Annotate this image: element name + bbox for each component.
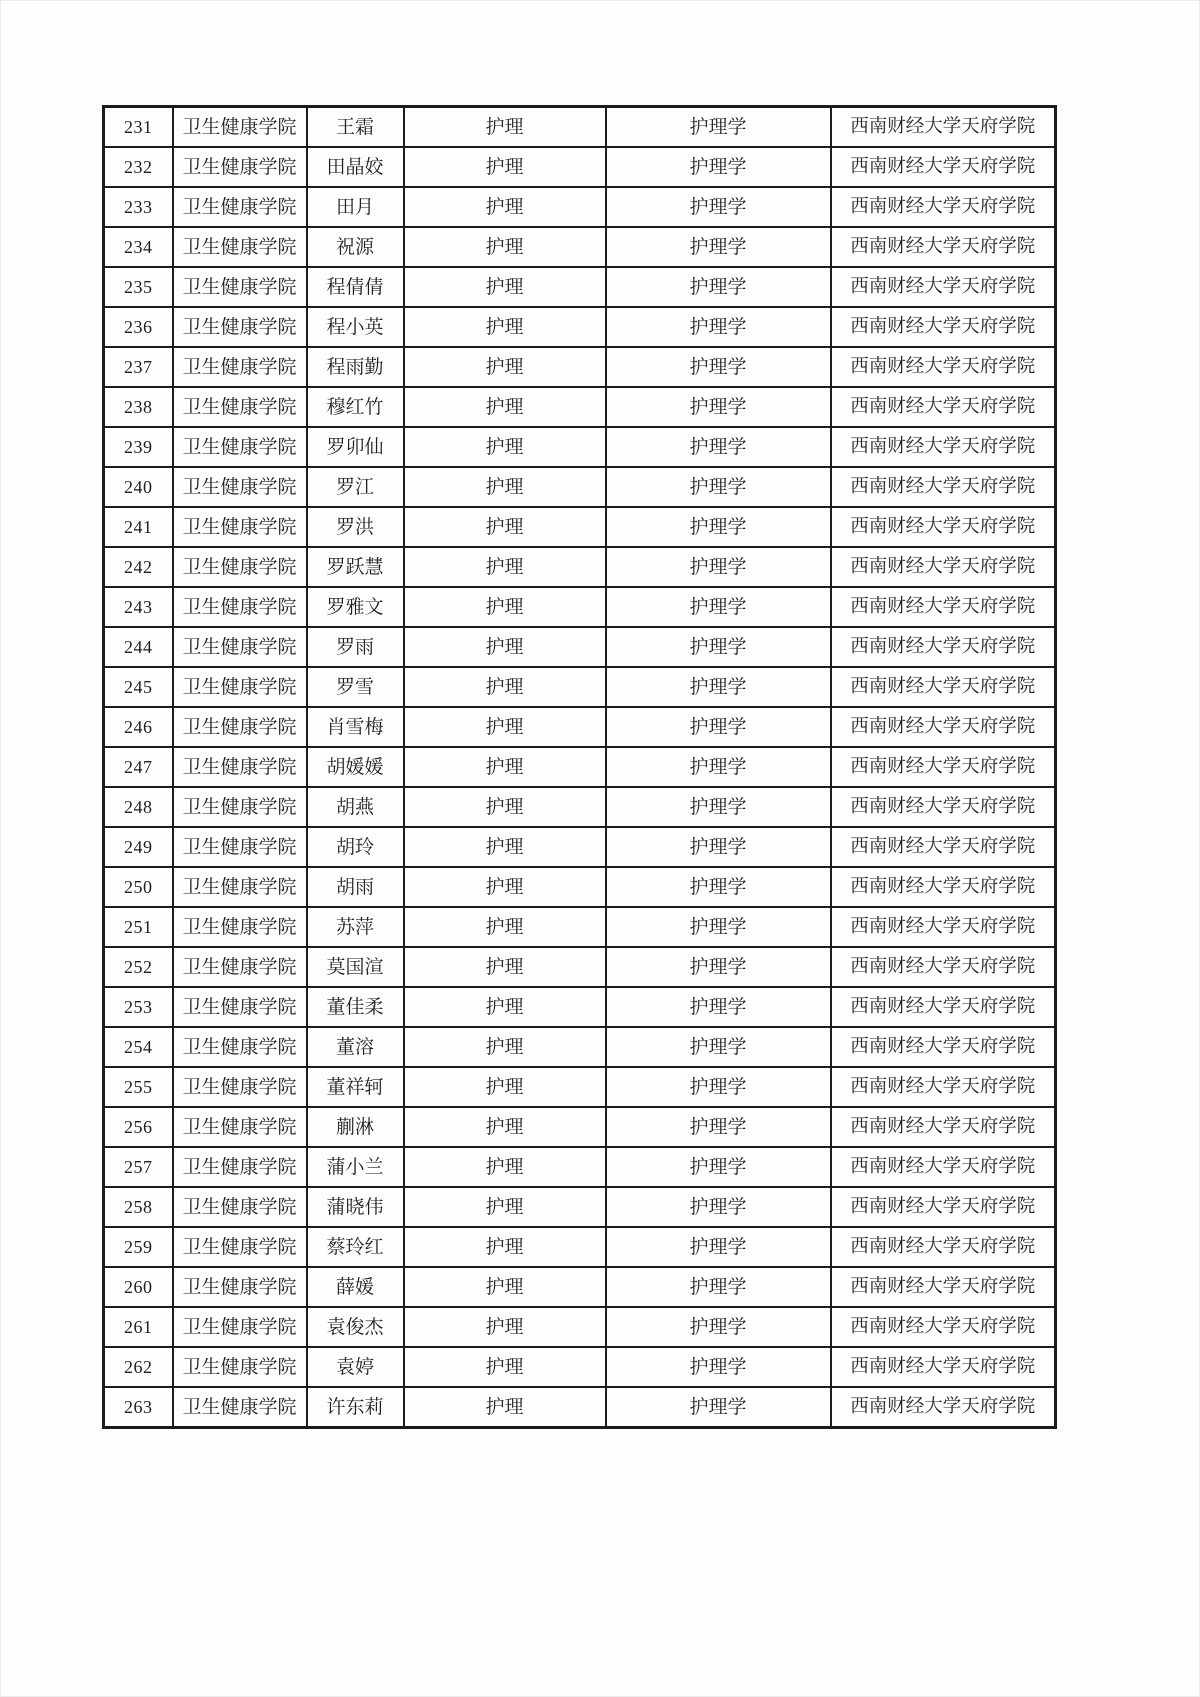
student-name-cell: 罗雅文: [307, 587, 404, 627]
student-name-cell: 薛媛: [307, 1267, 404, 1307]
row-number-cell: 241: [104, 507, 173, 547]
table-row: [104, 1187, 1056, 1227]
college-cell: 卫生健康学院: [173, 827, 307, 867]
table-row: [104, 387, 1056, 427]
college-cell: 卫生健康学院: [173, 987, 307, 1027]
program-cell: 护理学: [606, 1027, 831, 1067]
program-cell: 护理学: [606, 947, 831, 987]
major-cell: 护理: [404, 747, 606, 787]
table-row: [104, 267, 1056, 307]
college-cell: 卫生健康学院: [173, 747, 307, 787]
table-row: [104, 1227, 1056, 1267]
major-cell: 护理: [404, 147, 606, 187]
program-cell: 护理学: [606, 1307, 831, 1347]
major-cell: 护理: [404, 587, 606, 627]
program-cell: 护理学: [606, 747, 831, 787]
major-cell: 护理: [404, 547, 606, 587]
program-cell: 护理学: [606, 347, 831, 387]
major-cell: 护理: [404, 387, 606, 427]
program-cell: 护理学: [606, 147, 831, 187]
college-cell: 卫生健康学院: [173, 1347, 307, 1387]
program-cell: 护理学: [606, 987, 831, 1027]
university-cell: 西南财经大学天府学院: [831, 507, 1056, 547]
college-cell: 卫生健康学院: [173, 267, 307, 307]
program-cell: 护理学: [606, 547, 831, 587]
university-cell: 西南财经大学天府学院: [831, 1067, 1056, 1107]
student-name-cell: 程倩倩: [307, 267, 404, 307]
student-name-cell: 祝源: [307, 227, 404, 267]
college-cell: 卫生健康学院: [173, 667, 307, 707]
university-cell: 西南财经大学天府学院: [831, 947, 1056, 987]
major-cell: 护理: [404, 947, 606, 987]
college-cell: 卫生健康学院: [173, 347, 307, 387]
college-cell: 卫生健康学院: [173, 1227, 307, 1267]
major-cell: 护理: [404, 667, 606, 707]
student-name-cell: 许东莉: [307, 1387, 404, 1428]
university-cell: 西南财经大学天府学院: [831, 867, 1056, 907]
table-row: [104, 107, 1056, 148]
college-cell: 卫生健康学院: [173, 547, 307, 587]
program-cell: 护理学: [606, 1347, 831, 1387]
college-cell: 卫生健康学院: [173, 587, 307, 627]
major-cell: 护理: [404, 107, 606, 148]
major-cell: 护理: [404, 1147, 606, 1187]
major-cell: 护理: [404, 1187, 606, 1227]
program-cell: 护理学: [606, 1147, 831, 1187]
student-name-cell: 胡媛媛: [307, 747, 404, 787]
row-number-cell: 233: [104, 187, 173, 227]
program-cell: 护理学: [606, 267, 831, 307]
major-cell: 护理: [404, 267, 606, 307]
college-cell: 卫生健康学院: [173, 707, 307, 747]
row-number-cell: 238: [104, 387, 173, 427]
college-cell: 卫生健康学院: [173, 907, 307, 947]
row-number-cell: 249: [104, 827, 173, 867]
program-cell: 护理学: [606, 787, 831, 827]
college-cell: 卫生健康学院: [173, 1027, 307, 1067]
university-cell: 西南财经大学天府学院: [831, 747, 1056, 787]
major-cell: 护理: [404, 827, 606, 867]
university-cell: 西南财经大学天府学院: [831, 787, 1056, 827]
university-cell: 西南财经大学天府学院: [831, 267, 1056, 307]
table-row: [104, 147, 1056, 187]
row-number-cell: 258: [104, 1187, 173, 1227]
university-cell: 西南财经大学天府学院: [831, 667, 1056, 707]
table-row: [104, 1267, 1056, 1307]
program-cell: 护理学: [606, 1227, 831, 1267]
program-cell: 护理学: [606, 387, 831, 427]
program-cell: 护理学: [606, 827, 831, 867]
university-cell: 西南财经大学天府学院: [831, 307, 1056, 347]
college-cell: 卫生健康学院: [173, 627, 307, 667]
table-row: [104, 947, 1056, 987]
college-cell: 卫生健康学院: [173, 1307, 307, 1347]
major-cell: 护理: [404, 227, 606, 267]
student-roster-table: [102, 105, 1057, 1429]
university-cell: 西南财经大学天府学院: [831, 147, 1056, 187]
student-name-cell: 田月: [307, 187, 404, 227]
university-cell: 西南财经大学天府学院: [831, 1267, 1056, 1307]
major-cell: 护理: [404, 1027, 606, 1067]
program-cell: 护理学: [606, 1387, 831, 1428]
table-row: [104, 907, 1056, 947]
program-cell: 护理学: [606, 667, 831, 707]
student-name-cell: 穆红竹: [307, 387, 404, 427]
major-cell: 护理: [404, 307, 606, 347]
university-cell: 西南财经大学天府学院: [831, 1307, 1056, 1347]
major-cell: 护理: [404, 187, 606, 227]
college-cell: 卫生健康学院: [173, 1387, 307, 1428]
row-number-cell: 256: [104, 1107, 173, 1147]
university-cell: 西南财经大学天府学院: [831, 827, 1056, 867]
student-name-cell: 罗雪: [307, 667, 404, 707]
university-cell: 西南财经大学天府学院: [831, 107, 1056, 148]
table-row: [104, 1387, 1056, 1428]
program-cell: 护理学: [606, 707, 831, 747]
row-number-cell: 239: [104, 427, 173, 467]
table-row: [104, 427, 1056, 467]
table-row: [104, 1347, 1056, 1387]
college-cell: 卫生健康学院: [173, 1107, 307, 1147]
row-number-cell: 255: [104, 1067, 173, 1107]
major-cell: 护理: [404, 867, 606, 907]
college-cell: 卫生健康学院: [173, 1187, 307, 1227]
row-number-cell: 259: [104, 1227, 173, 1267]
major-cell: 护理: [404, 507, 606, 547]
table-row: [104, 467, 1056, 507]
roster-table-body: [104, 107, 1056, 1428]
student-name-cell: 蔡玲红: [307, 1227, 404, 1267]
student-name-cell: 胡燕: [307, 787, 404, 827]
college-cell: 卫生健康学院: [173, 107, 307, 148]
program-cell: 护理学: [606, 627, 831, 667]
program-cell: 护理学: [606, 107, 831, 148]
table-row: [104, 827, 1056, 867]
student-name-cell: 苏萍: [307, 907, 404, 947]
university-cell: 西南财经大学天府学院: [831, 547, 1056, 587]
program-cell: 护理学: [606, 187, 831, 227]
table-row: [104, 707, 1056, 747]
college-cell: 卫生健康学院: [173, 427, 307, 467]
college-cell: 卫生健康学院: [173, 867, 307, 907]
table-row: [104, 1067, 1056, 1107]
university-cell: 西南财经大学天府学院: [831, 1387, 1056, 1428]
student-name-cell: 程小英: [307, 307, 404, 347]
university-cell: 西南财经大学天府学院: [831, 1187, 1056, 1227]
student-name-cell: 董祥轲: [307, 1067, 404, 1107]
table-row: [104, 1027, 1056, 1067]
student-name-cell: 王霜: [307, 107, 404, 148]
university-cell: 西南财经大学天府学院: [831, 907, 1056, 947]
row-number-cell: 240: [104, 467, 173, 507]
university-cell: 西南财经大学天府学院: [831, 707, 1056, 747]
university-cell: 西南财经大学天府学院: [831, 467, 1056, 507]
row-number-cell: 234: [104, 227, 173, 267]
row-number-cell: 250: [104, 867, 173, 907]
row-number-cell: 242: [104, 547, 173, 587]
program-cell: 护理学: [606, 867, 831, 907]
table-row: [104, 187, 1056, 227]
major-cell: 护理: [404, 427, 606, 467]
major-cell: 护理: [404, 907, 606, 947]
college-cell: 卫生健康学院: [173, 787, 307, 827]
program-cell: 护理学: [606, 587, 831, 627]
table-row: [104, 787, 1056, 827]
student-name-cell: 袁俊杰: [307, 1307, 404, 1347]
student-name-cell: 董佳柔: [307, 987, 404, 1027]
student-name-cell: 肖雪梅: [307, 707, 404, 747]
university-cell: 西南财经大学天府学院: [831, 227, 1056, 267]
row-number-cell: 236: [104, 307, 173, 347]
student-name-cell: 蒲晓伟: [307, 1187, 404, 1227]
university-cell: 西南财经大学天府学院: [831, 387, 1056, 427]
program-cell: 护理学: [606, 427, 831, 467]
table-row: [104, 227, 1056, 267]
major-cell: 护理: [404, 1347, 606, 1387]
row-number-cell: 257: [104, 1147, 173, 1187]
row-number-cell: 254: [104, 1027, 173, 1067]
row-number-cell: 232: [104, 147, 173, 187]
university-cell: 西南财经大学天府学院: [831, 347, 1056, 387]
program-cell: 护理学: [606, 907, 831, 947]
table-row: [104, 1307, 1056, 1347]
student-name-cell: 罗洪: [307, 507, 404, 547]
table-row: [104, 1107, 1056, 1147]
major-cell: 护理: [404, 467, 606, 507]
table-row: [104, 667, 1056, 707]
program-cell: 护理学: [606, 1187, 831, 1227]
university-cell: 西南财经大学天府学院: [831, 987, 1056, 1027]
row-number-cell: 252: [104, 947, 173, 987]
row-number-cell: 246: [104, 707, 173, 747]
student-name-cell: 莫国渲: [307, 947, 404, 987]
table-row: [104, 507, 1056, 547]
university-cell: 西南财经大学天府学院: [831, 1347, 1056, 1387]
table-row: [104, 347, 1056, 387]
college-cell: 卫生健康学院: [173, 467, 307, 507]
row-number-cell: 261: [104, 1307, 173, 1347]
student-name-cell: 程雨勤: [307, 347, 404, 387]
row-number-cell: 247: [104, 747, 173, 787]
row-number-cell: 263: [104, 1387, 173, 1428]
student-name-cell: 蒲小兰: [307, 1147, 404, 1187]
major-cell: 护理: [404, 1067, 606, 1107]
program-cell: 护理学: [606, 227, 831, 267]
row-number-cell: 237: [104, 347, 173, 387]
student-name-cell: 蒯淋: [307, 1107, 404, 1147]
major-cell: 护理: [404, 787, 606, 827]
university-cell: 西南财经大学天府学院: [831, 1027, 1056, 1067]
college-cell: 卫生健康学院: [173, 1067, 307, 1107]
table-row: [104, 307, 1056, 347]
table-row: [104, 987, 1056, 1027]
major-cell: 护理: [404, 987, 606, 1027]
major-cell: 护理: [404, 347, 606, 387]
student-name-cell: 袁婷: [307, 1347, 404, 1387]
row-number-cell: 244: [104, 627, 173, 667]
program-cell: 护理学: [606, 467, 831, 507]
row-number-cell: 253: [104, 987, 173, 1027]
student-name-cell: 董溶: [307, 1027, 404, 1067]
major-cell: 护理: [404, 1387, 606, 1428]
row-number-cell: 251: [104, 907, 173, 947]
student-name-cell: 罗跃慧: [307, 547, 404, 587]
university-cell: 西南财经大学天府学院: [831, 187, 1056, 227]
major-cell: 护理: [404, 627, 606, 667]
student-name-cell: 罗雨: [307, 627, 404, 667]
university-cell: 西南财经大学天府学院: [831, 587, 1056, 627]
student-name-cell: 罗卯仙: [307, 427, 404, 467]
major-cell: 护理: [404, 1107, 606, 1147]
row-number-cell: 248: [104, 787, 173, 827]
university-cell: 西南财经大学天府学院: [831, 627, 1056, 667]
college-cell: 卫生健康学院: [173, 1267, 307, 1307]
student-name-cell: 胡雨: [307, 867, 404, 907]
table-row: [104, 627, 1056, 667]
major-cell: 护理: [404, 707, 606, 747]
college-cell: 卫生健康学院: [173, 147, 307, 187]
table-row: [104, 867, 1056, 907]
table-row: [104, 1147, 1056, 1187]
college-cell: 卫生健康学院: [173, 947, 307, 987]
row-number-cell: 245: [104, 667, 173, 707]
college-cell: 卫生健康学院: [173, 507, 307, 547]
university-cell: 西南财经大学天府学院: [831, 1227, 1056, 1267]
row-number-cell: 235: [104, 267, 173, 307]
university-cell: 西南财经大学天府学院: [831, 1147, 1056, 1187]
row-number-cell: 260: [104, 1267, 173, 1307]
program-cell: 护理学: [606, 1267, 831, 1307]
table-row: [104, 547, 1056, 587]
major-cell: 护理: [404, 1227, 606, 1267]
program-cell: 护理学: [606, 1107, 831, 1147]
program-cell: 护理学: [606, 507, 831, 547]
university-cell: 西南财经大学天府学院: [831, 427, 1056, 467]
college-cell: 卫生健康学院: [173, 307, 307, 347]
student-name-cell: 田晶姣: [307, 147, 404, 187]
row-number-cell: 262: [104, 1347, 173, 1387]
major-cell: 护理: [404, 1267, 606, 1307]
table-row: [104, 747, 1056, 787]
program-cell: 护理学: [606, 307, 831, 347]
college-cell: 卫生健康学院: [173, 187, 307, 227]
student-name-cell: 罗江: [307, 467, 404, 507]
row-number-cell: 231: [104, 107, 173, 148]
major-cell: 护理: [404, 1307, 606, 1347]
program-cell: 护理学: [606, 1067, 831, 1107]
college-cell: 卫生健康学院: [173, 227, 307, 267]
college-cell: 卫生健康学院: [173, 387, 307, 427]
college-cell: 卫生健康学院: [173, 1147, 307, 1187]
student-name-cell: 胡玲: [307, 827, 404, 867]
row-number-cell: 243: [104, 587, 173, 627]
university-cell: 西南财经大学天府学院: [831, 1107, 1056, 1147]
table-row: [104, 587, 1056, 627]
